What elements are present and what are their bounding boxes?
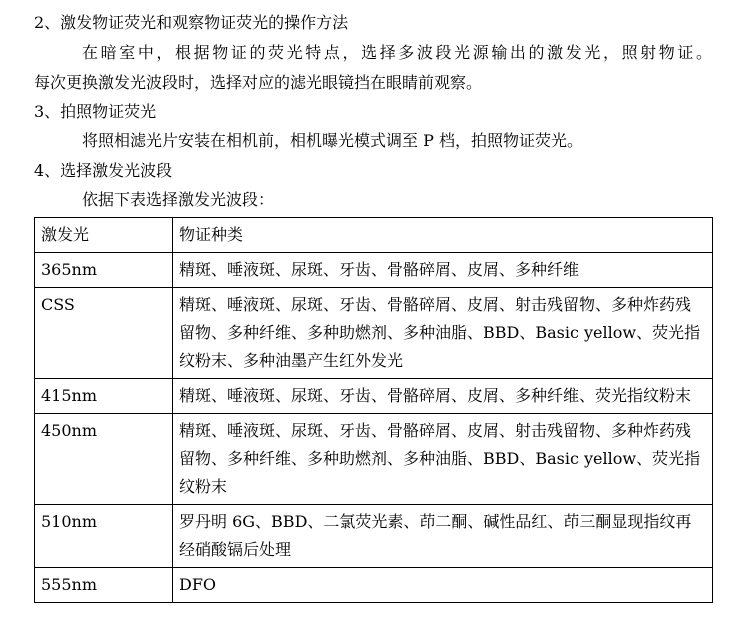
row-evidence-types: 精斑、唾液斑、尿斑、牙齿、骨骼碎屑、皮屑、射击残留物、多种炸药残留物、多种纤维、多种助燃剂、多种油脂、BBD、Basic yellow、荧光指纹粉末 [173,414,713,505]
row-wavelength: 450nm [35,414,173,505]
section-2-paragraph-line-2: 每次更换激发光波段时，选择对应的滤光眼镜挡在眼睛前观察。 [34,73,483,92]
row-wavelength: 365nm [35,253,173,288]
section-heading-4: 4、选择激发光波段 [34,161,173,180]
row-evidence-types: 罗丹明 6G、BBD、二氯荧光素、茚二酮、碱性品红、茚三酮显现指纹再经硝酸镉后处理 [173,505,713,568]
section-heading-3: 3、拍照物证荧光 [34,102,157,121]
row-wavelength: 555nm [35,568,173,603]
header-excitation-light: 激发光 [35,218,173,253]
header-evidence-types: 物证种类 [173,218,713,253]
row-evidence-types: 精斑、唾液斑、尿斑、牙齿、骨骼碎屑、皮屑、多种纤维、荧光指纹粉末 [173,379,713,414]
row-wavelength: CSS [35,288,173,379]
section-4-paragraph: 依据下表选择激发光波段： [82,190,275,209]
row-wavelength: 415nm [35,379,173,414]
table-row [35,414,713,505]
table-header-row [35,218,713,253]
table-row [35,253,713,288]
table-row [35,379,713,414]
section-3-paragraph: 将照相滤光片安装在相机前，相机曝光模式调至 P 档，拍照物证荧光。 [82,131,583,150]
row-evidence-types: DFO [173,568,713,603]
table-row [35,288,713,379]
section-heading-2: 2、激发物证荧光和观察物证荧光的操作方法 [34,13,349,32]
table-row [35,568,713,603]
table-row [35,505,713,568]
row-evidence-types: 精斑、唾液斑、尿斑、牙齿、骨骼碎屑、皮屑、射击残留物、多种炸药残留物、多种纤维、多种助燃剂、多种油脂、BBD、Basic yellow、荧光指纹粉末、多种油墨产生红外发光 [173,288,713,379]
row-evidence-types: 精斑、唾液斑、尿斑、牙齿、骨骼碎屑、皮屑、多种纤维 [173,253,713,288]
row-wavelength: 510nm [35,505,173,568]
section-2-paragraph-line-1: 在暗室中，根据物证的荧光特点，选择多波段光源输出的激发光，照射物证。 [82,43,712,62]
excitation-band-table [34,217,713,603]
